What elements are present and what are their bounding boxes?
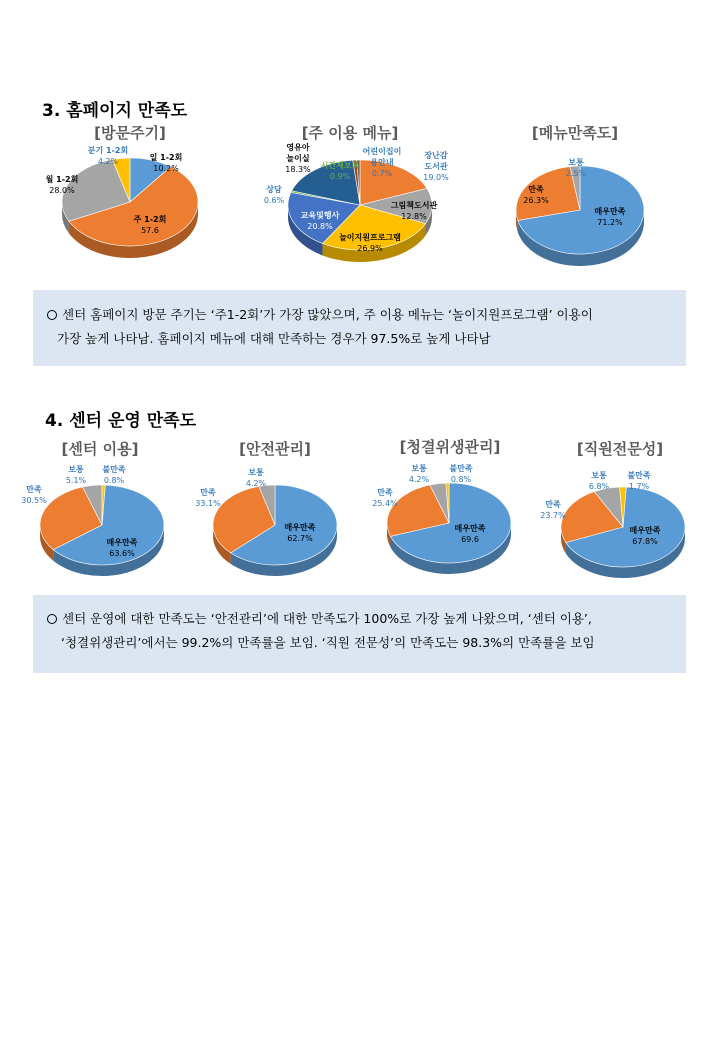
pie-slice-label: 보통 4.2%	[245, 468, 267, 488]
pie-slice-label: 만족 33.1%	[195, 488, 221, 508]
chart-title-safety: [안전관리]	[239, 440, 311, 458]
pie-chart-main-menu	[262, 140, 462, 280]
pie-slice-label: 영유아 놀이실 18.3%	[285, 143, 311, 174]
pie-slice-label: 장난감 도서관 19.0%	[423, 151, 449, 182]
pie-slice-label: 매우만족 69.6	[454, 524, 486, 544]
pie-slice-label: 보통 6.8%	[588, 471, 610, 491]
pie-chart-visit-frequency	[40, 140, 230, 280]
pie-chart-hygiene	[365, 455, 535, 585]
pie-slice-label: 만족 30.5%	[21, 485, 47, 505]
pie-slice-label: 놀이지원프로그램 26.9%	[339, 233, 401, 253]
chart-title-hygiene: [청결위생관리]	[399, 438, 501, 456]
bullet-circle-icon	[47, 310, 57, 320]
pie-chart-menu-satisfaction	[490, 140, 670, 280]
pie-slice-label: 시간제보육 0.9%	[320, 161, 360, 181]
section-3-summary	[33, 290, 686, 366]
pie-slice-label: 보통 5.1%	[65, 465, 87, 485]
pie-slice-label: 불만족 1.7%	[627, 471, 651, 491]
pie-slice-label: 매우만족 62.7%	[284, 523, 316, 543]
pie-slice-label: 보통 4.2%	[408, 464, 430, 484]
chart-title-menu-satisfaction: [메뉴만족도]	[531, 124, 619, 142]
pie-slice-label: 만족 26.3%	[523, 185, 549, 205]
pie-slice-label: 어린이집이 용안내 0.7%	[362, 147, 402, 178]
pie-slice-label: 매우만족 71.2%	[594, 207, 626, 227]
pie-chart-safety	[190, 455, 360, 585]
pie-slice-label: 교육및행사 20.8%	[300, 211, 340, 231]
pie-slice-label: 분기 1-2회 4.2%	[87, 146, 129, 166]
pie-slice-label: 만족 23.7%	[540, 500, 566, 520]
pie-slice-label: 주 1-2회 57.6	[133, 215, 167, 235]
summary-3-line-2: 가장 높게 나타남. 홈페이지 메뉴에 대해 만족하는 경우가 97.5%로 높게 나타남	[57, 331, 491, 346]
chart-title-staff: [직원전문성]	[576, 440, 664, 458]
chart-title-main-menu: [주 이용 메뉴]	[301, 124, 399, 142]
section-4-title: 4. 센터 운영 만족도	[45, 411, 196, 431]
section-3-title: 3. 홈페이지 만족도	[42, 101, 188, 121]
summary-4-line-2: ‘청결위생관리’에서는 99.2%의 만족률을 보임. ‘직원 전문성’의 만족도는 98.3%의 만족률을 보임	[61, 635, 595, 650]
pie-slice-label: 불만족 0.8%	[449, 464, 473, 484]
pie-slice-label: 만족 25.4%	[372, 488, 398, 508]
pie-slice-label: 그림책도서관 12.8%	[390, 201, 438, 221]
pie-slice-label: 매우만족 63.6%	[106, 538, 138, 558]
summary-4-line-1: 센터 운영에 대한 만족도는 ‘안전관리’에 대한 만족도가 100%로 가장 높게 나왔으며, ‘센터 이용’,	[62, 611, 592, 626]
pie-slice-label: 매우만족 67.8%	[629, 526, 661, 546]
bullet-circle-icon	[47, 614, 57, 624]
pie-slice-label: 일 1-2회 10.2%	[149, 153, 183, 173]
pie-chart-staff	[535, 455, 705, 585]
pie-slice-label: 상담 0.6%	[263, 185, 285, 205]
pie-slice-label: 불만족 0.8%	[102, 465, 126, 485]
pie-slice-label: 보통 2.5%	[565, 158, 587, 178]
section-4-summary	[33, 595, 686, 673]
pie-chart-center-use	[20, 455, 190, 585]
pie-slice-label: 월 1-2회 28.0%	[45, 175, 79, 195]
chart-title-visit-frequency: [방문주기]	[94, 124, 166, 142]
chart-title-center-use: [센터 이용]	[61, 440, 139, 458]
summary-3-line-1: 센터 홈페이지 방문 주기는 ‘주1-2회’가 가장 많았으며, 주 이용 메뉴는 ‘놀이지원프로그램’ 이용이	[62, 307, 593, 322]
